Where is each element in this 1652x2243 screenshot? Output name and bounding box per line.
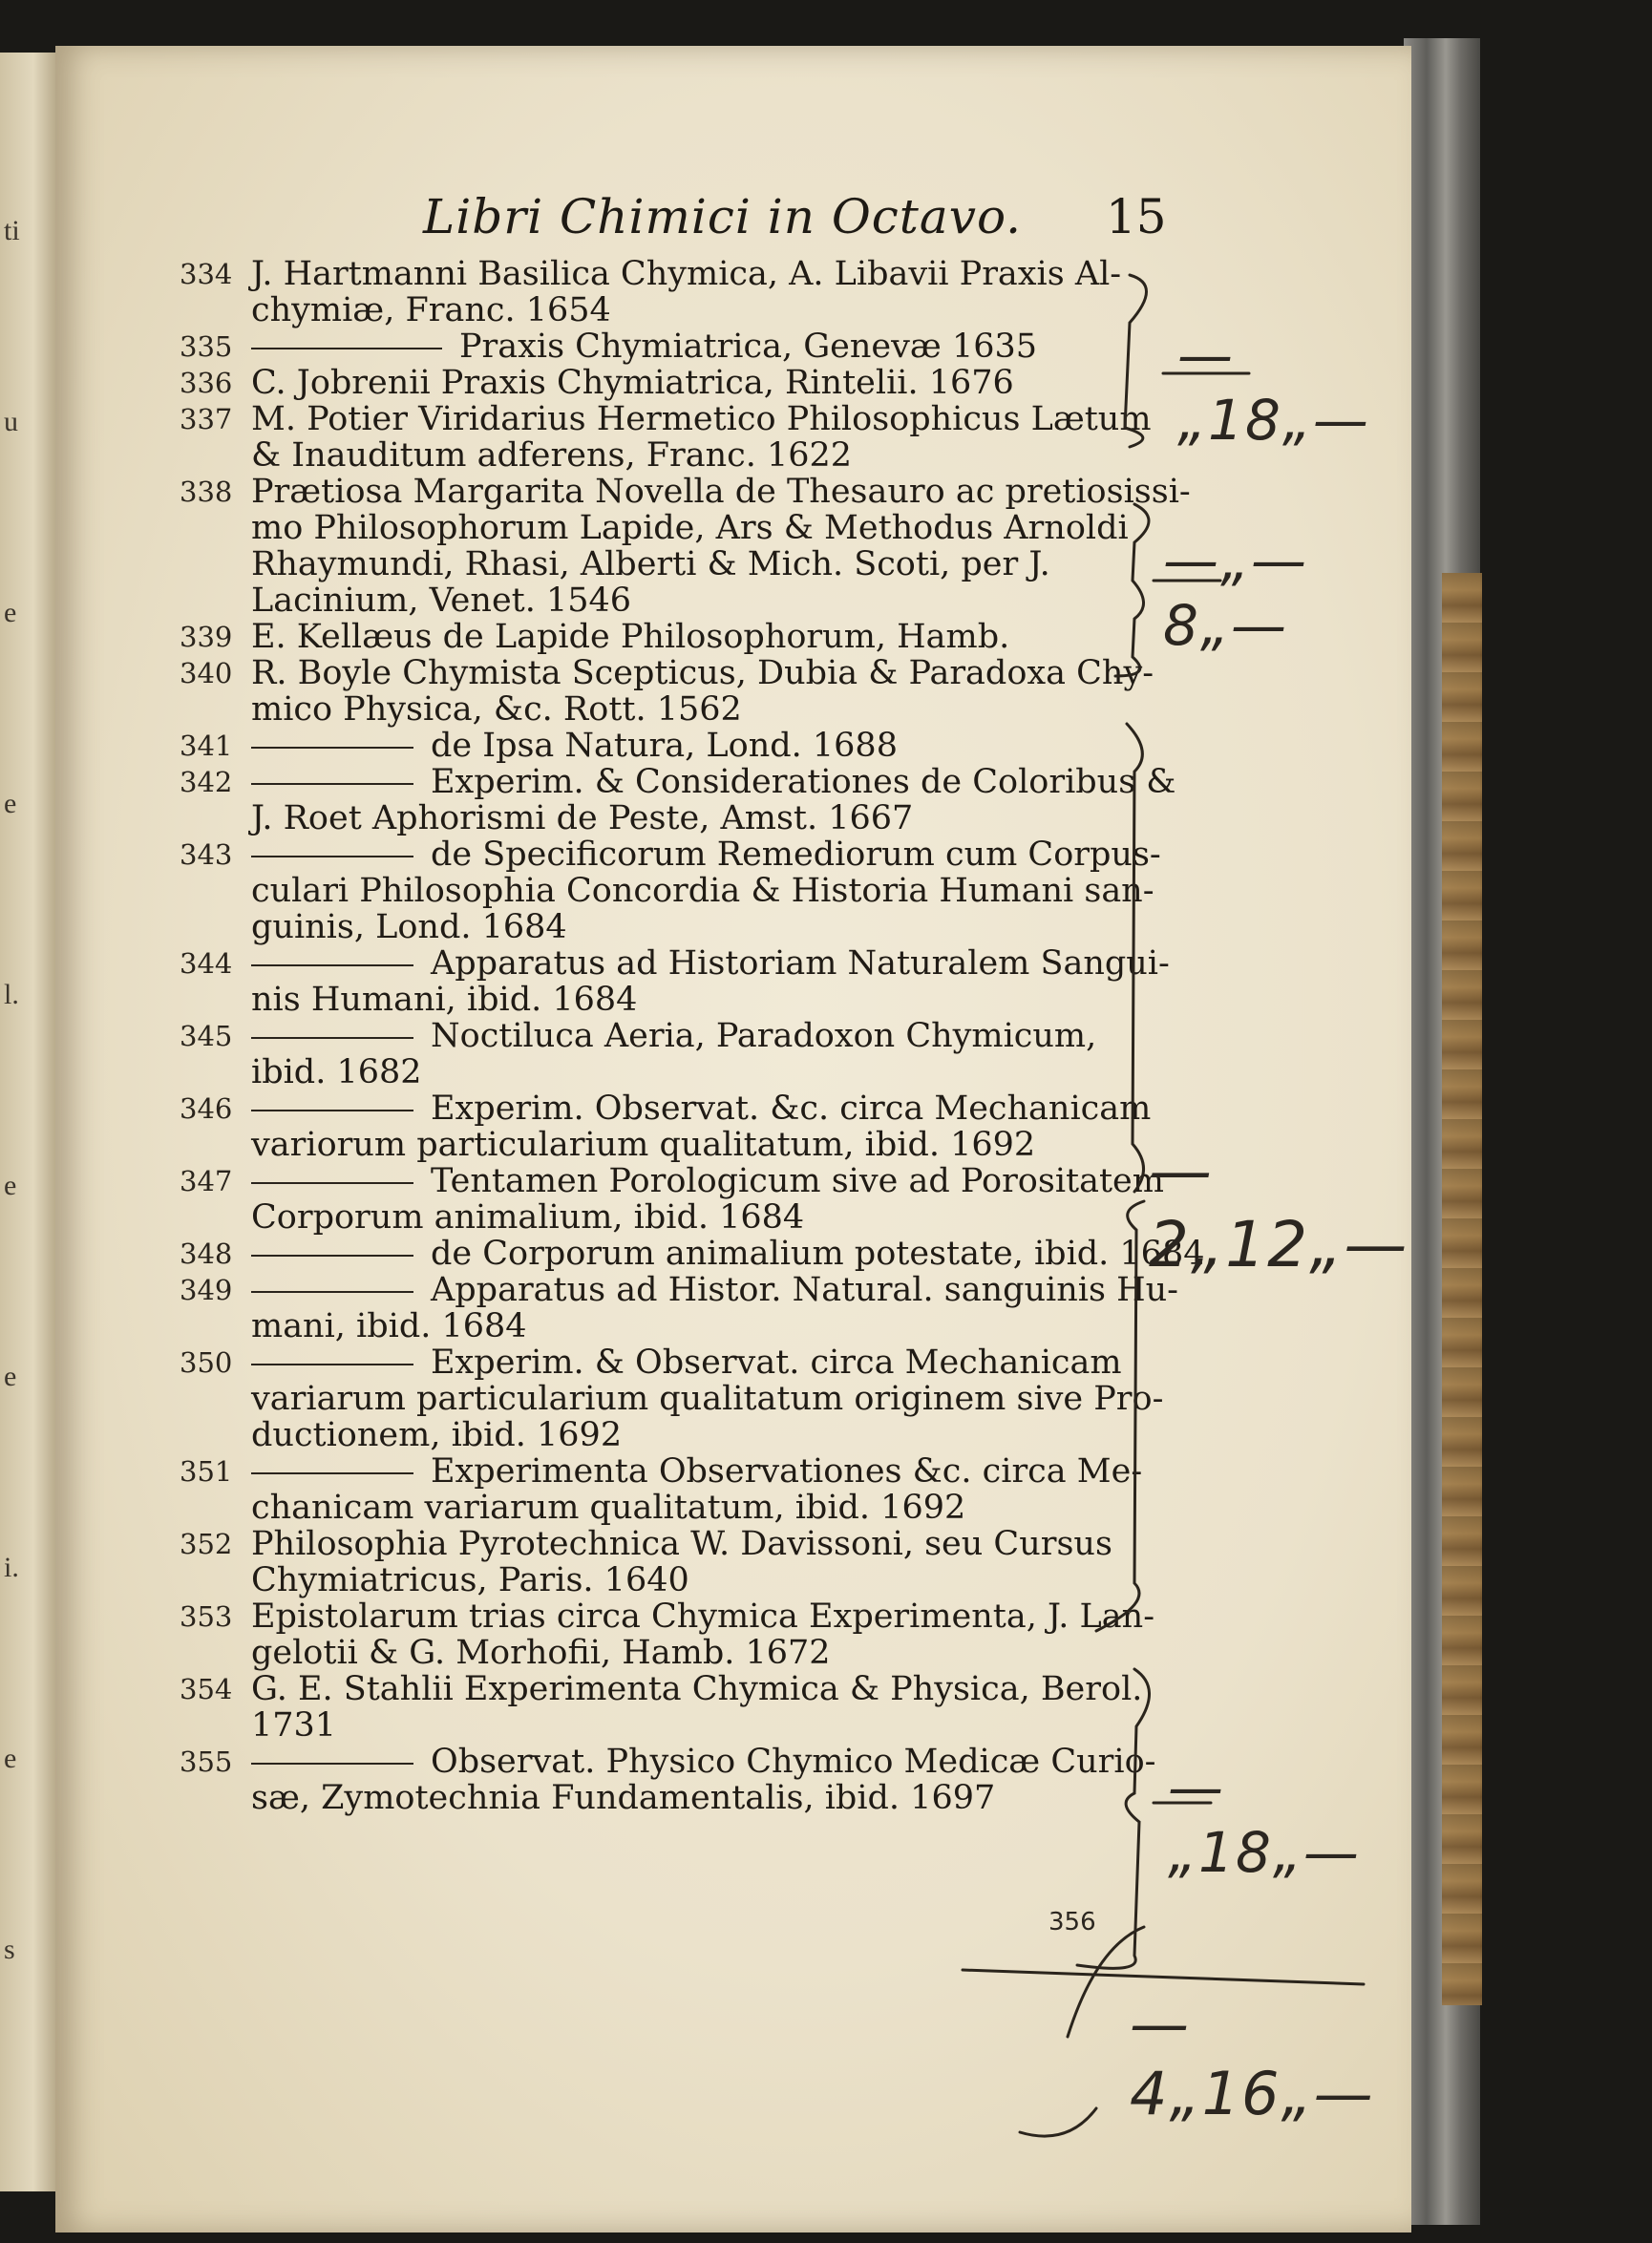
left-page-fragment: e	[4, 1170, 17, 1201]
entry-line	[251, 1127, 1192, 1163]
entry-text: R. Boyle Chymista Scepticus, Dubia & Paradoxa Chy-	[251, 654, 1154, 692]
entry-line	[251, 800, 1192, 836]
entry-line	[251, 292, 1192, 328]
left-page-fragment: e	[4, 597, 17, 628]
ditto-dash	[251, 747, 413, 749]
entry-text: Experim. & Considerationes de Coloribus &	[431, 763, 1176, 801]
entry-text: mani, ibid. 1684	[251, 1307, 527, 1345]
entry-text: Experim. & Observat. circa Mechanicam	[431, 1344, 1122, 1382]
entry-text: gelotii & G. Morhofii, Hamb. 1672	[251, 1634, 831, 1672]
entry-line	[251, 909, 1192, 945]
ditto-dash	[251, 1291, 413, 1293]
catalog-entry	[180, 1598, 1192, 1672]
entry-text: de Corporum animalium potestate, ibid. 1684	[431, 1235, 1205, 1273]
entry-line	[180, 1452, 1192, 1491]
catalog-entry	[180, 727, 1192, 765]
entry-line	[180, 1090, 1192, 1128]
catalog-entry	[180, 1162, 1192, 1237]
entry-line	[251, 873, 1192, 909]
entry-number: 346	[180, 1092, 233, 1125]
entry-line	[251, 1308, 1192, 1344]
entry-text: chanicam variarum qualitatum, ibid. 1692	[251, 1489, 966, 1527]
entry-number: 349	[180, 1274, 233, 1306]
entry-number: 352	[180, 1528, 233, 1560]
entry-line	[251, 1780, 1192, 1816]
entry-line	[251, 437, 1192, 474]
entry-line	[251, 1635, 1192, 1671]
entry-line	[180, 328, 1192, 366]
entry-text: variarum particularium qualitatum originem sive Pro-	[251, 1380, 1164, 1418]
entry-text: Chymiatricus, Paris. 1640	[251, 1561, 689, 1599]
price-annotation: —„18„—	[1168, 1755, 1361, 1885]
entry-number: 354	[180, 1673, 233, 1705]
entry-line	[180, 1162, 1192, 1200]
entry-text: C. Jobrenii Praxis Chymiatrica, Rintelii. 1676	[251, 364, 1014, 402]
entry-text: Noctiluca Aeria, Paradoxon Chymicum,	[431, 1017, 1097, 1055]
entry-line	[180, 1235, 1205, 1273]
entry-text: culari Philosophia Concordia & Historia Humani san-	[251, 872, 1154, 910]
ditto-dash	[251, 1763, 413, 1765]
catalog-entry	[180, 255, 1192, 329]
entry-line	[180, 1525, 1192, 1563]
entry-number: 355	[180, 1746, 233, 1778]
entry-text: Apparatus ad Historiam Naturalem Sangui-	[431, 944, 1170, 983]
ditto-dash	[251, 1255, 413, 1257]
entry-line	[180, 944, 1192, 983]
entry-number: 338	[180, 476, 233, 508]
total-annotation: —4„16„—	[1130, 1989, 1375, 2128]
entry-line	[180, 1271, 1192, 1309]
catalog-entry	[180, 1670, 1192, 1745]
left-page-fragment: i.	[4, 1552, 19, 1583]
ditto-dash	[251, 1037, 413, 1039]
entry-text: 1731	[251, 1706, 337, 1745]
left-page-fragment: ti	[4, 215, 20, 246]
entry-text: Rhaymundi, Rhasi, Alberti & Mich. Scoti, per J.	[251, 545, 1050, 583]
page-title: Libri Chimici in Octavo.	[423, 189, 1023, 244]
entry-line	[180, 763, 1192, 801]
entry-line	[180, 400, 1192, 438]
catalog-entry	[180, 1017, 1192, 1091]
entry-text: ductionem, ibid. 1692	[251, 1416, 623, 1454]
entry-line	[251, 1490, 1192, 1526]
catalog-entry	[180, 1271, 1192, 1345]
ditto-dash	[251, 1364, 413, 1365]
catalog-entry	[180, 473, 1192, 620]
entry-line	[251, 1417, 1192, 1453]
entry-line	[251, 1054, 1192, 1090]
price-annotation: —„—8„—	[1163, 528, 1309, 658]
catalog-entry	[180, 1344, 1192, 1454]
entry-number: 341	[180, 730, 233, 762]
catalog-entry	[180, 1743, 1192, 1817]
entry-text: mico Physica, &c. Rott. 1562	[251, 690, 742, 729]
ditto-dash	[251, 964, 413, 966]
entry-text: Philosophia Pyrotechnica W. Davissoni, seu Cursus	[251, 1525, 1112, 1563]
ditto-dash	[251, 348, 442, 349]
entry-text: de Specificorum Remediorum cum Corpus-	[431, 836, 1161, 874]
entry-text: Epistolarum trias circa Chymica Experimenta, J. Lan-	[251, 1598, 1155, 1636]
left-page-fragment: e	[4, 1361, 17, 1392]
ditto-dash	[251, 1110, 413, 1111]
entry-line	[251, 510, 1192, 546]
count-annotation: 356	[1048, 1908, 1096, 1936]
entry-text: Experimenta Observationes &c. circa Me-	[431, 1452, 1143, 1491]
catalog-entry	[180, 400, 1192, 475]
catalog-entry	[180, 328, 1192, 366]
entry-line	[251, 1381, 1192, 1417]
entry-line	[251, 582, 1192, 619]
entry-number: 344	[180, 947, 233, 980]
page-number: 15	[1106, 189, 1167, 244]
left-page-fragment: s	[4, 1934, 15, 1965]
entry-line	[180, 1598, 1192, 1636]
entry-text: Observat. Physico Chymico Medicæ Curio-	[431, 1743, 1156, 1781]
price-annotation: —2„12„—	[1149, 1134, 1409, 1281]
book-page	[55, 46, 1411, 2232]
entry-text: mo Philosophorum Lapide, Ars & Methodus Arnoldi	[251, 509, 1129, 547]
left-page-fragment: e	[4, 1743, 17, 1774]
entry-line	[180, 1670, 1192, 1708]
price-annotation: —„18„—	[1177, 323, 1370, 453]
entry-number: 345	[180, 1020, 233, 1052]
ditto-dash	[251, 1182, 413, 1184]
entry-line	[251, 546, 1192, 582]
entry-text: Apparatus ad Histor. Natural. sanguinis Hu-	[431, 1271, 1178, 1309]
entry-number: 351	[180, 1455, 233, 1488]
catalog-entry	[180, 1235, 1205, 1273]
entry-text: sæ, Zymotechnia Fundamentalis, ibid. 1697	[251, 1779, 996, 1817]
entry-text: Lacinium, Venet. 1546	[251, 582, 632, 620]
entry-text: Tentamen Porologicum sive ad Porositatem	[431, 1162, 1164, 1200]
entry-number: 342	[180, 766, 233, 798]
entry-text: nis Humani, ibid. 1684	[251, 981, 638, 1019]
entry-text: J. Roet Aphorismi de Peste, Amst. 1667	[251, 799, 914, 837]
left-page-edge	[0, 53, 55, 2191]
ditto-dash	[251, 783, 413, 785]
entry-text: Corporum animalium, ibid. 1684	[251, 1198, 805, 1237]
entry-line	[180, 255, 1192, 293]
entry-text: M. Potier Viridarius Hermetico Philosophicus Lætum	[251, 400, 1152, 438]
entry-text: Praxis Chymiatrica, Genevæ 1635	[459, 328, 1038, 366]
catalog-entry	[180, 944, 1192, 1019]
entry-number: 350	[180, 1346, 233, 1379]
entry-number: 337	[180, 403, 233, 435]
entry-number: 335	[180, 330, 233, 363]
entry-number: 353	[180, 1600, 233, 1633]
entry-line	[180, 654, 1192, 692]
catalog-entry	[180, 1452, 1192, 1527]
catalog-entry	[180, 364, 1192, 402]
entry-text: G. E. Stahlii Experimenta Chymica & Physica, Berol.	[251, 1670, 1143, 1708]
ditto-dash	[251, 1472, 413, 1474]
catalog-entry	[180, 1525, 1192, 1599]
entry-line	[180, 618, 1192, 656]
entry-line	[180, 727, 1192, 765]
entry-line	[251, 691, 1192, 728]
catalog-entry	[180, 1090, 1192, 1164]
entry-number: 347	[180, 1165, 233, 1197]
ditto-dash	[251, 856, 413, 857]
book-cover-edge	[1442, 573, 1482, 2005]
entry-number: 336	[180, 367, 233, 399]
entry-text: guinis, Lond. 1684	[251, 908, 567, 946]
entry-number: 343	[180, 838, 233, 871]
entry-text: E. Kellæus de Lapide Philosophorum, Hamb.	[251, 618, 1010, 656]
left-page-fragment: e	[4, 788, 17, 819]
left-page-fragment: u	[4, 406, 18, 437]
entry-line	[180, 364, 1192, 402]
entry-line	[180, 836, 1192, 874]
entry-number: 340	[180, 657, 233, 689]
entry-number: 348	[180, 1238, 233, 1270]
entry-text: J. Hartmanni Basilica Chymica, A. Libavii Praxis Al-	[251, 255, 1122, 293]
entry-text: de Ipsa Natura, Lond. 1688	[431, 727, 898, 765]
catalog-entry	[180, 654, 1192, 729]
entry-line	[251, 1707, 1192, 1744]
entry-line	[251, 1562, 1192, 1598]
entry-number: 334	[180, 258, 233, 290]
entry-text: ibid. 1682	[251, 1053, 422, 1091]
entry-line	[251, 1199, 1192, 1236]
entry-line	[251, 982, 1192, 1018]
entry-line	[180, 1344, 1192, 1382]
entry-number: 339	[180, 621, 233, 653]
entry-text: variorum particularium qualitatum, ibid. 1692	[251, 1126, 1036, 1164]
entry-text: & Inauditum adferens, Franc. 1622	[251, 436, 853, 475]
entry-text: Experim. Observat. &c. circa Mechanicam	[431, 1090, 1152, 1128]
entry-line	[180, 1017, 1192, 1055]
entry-line	[180, 1743, 1192, 1781]
catalog-entry	[180, 618, 1192, 656]
entry-line	[180, 473, 1192, 511]
catalog-entry	[180, 763, 1192, 837]
catalog-list	[55, 256, 1411, 1816]
catalog-entry	[180, 836, 1192, 946]
entry-text: chymiæ, Franc. 1654	[251, 291, 611, 329]
left-page-fragment: l.	[4, 979, 19, 1010]
entry-text: Prætiosa Margarita Novella de Thesauro ac pretiosissi-	[251, 473, 1191, 511]
